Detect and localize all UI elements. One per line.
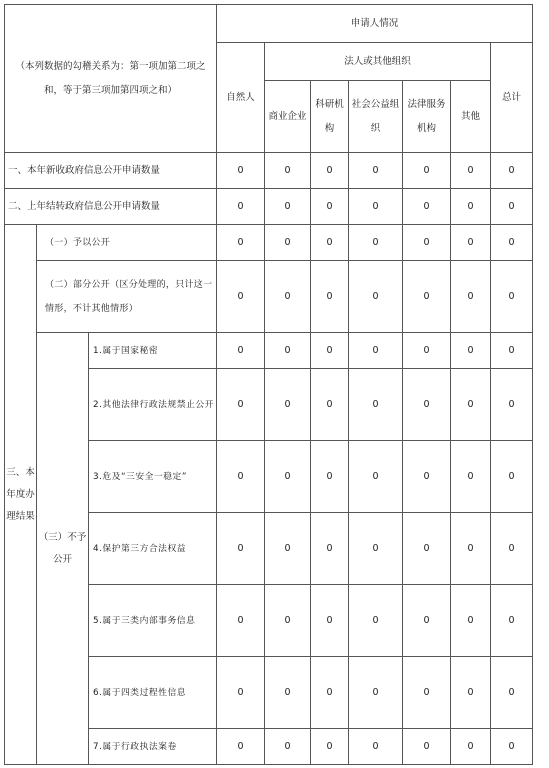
- cell-value: 0: [311, 513, 349, 585]
- applicant-info-header: 申请人情况: [217, 5, 533, 43]
- cell-value: 0: [491, 369, 533, 441]
- cell-value: 0: [451, 729, 491, 765]
- cell-value: 0: [265, 189, 311, 225]
- table-note: （本列数据的勾稽关系为：第一项加第二项之和，等于第三项加第四项之和）: [5, 5, 217, 153]
- row-label: 5.属于三类内部事务信息: [89, 585, 217, 657]
- row-label: 3.危及“三安全一稳定”: [89, 441, 217, 513]
- row-label: 二、上年结转政府信息公开申请数量: [5, 189, 217, 225]
- cell-value: 0: [217, 189, 265, 225]
- cell-value: 0: [217, 657, 265, 729]
- cell-value: 0: [311, 189, 349, 225]
- row-label: 1.属于国家秘密: [89, 333, 217, 369]
- cell-value: 0: [265, 585, 311, 657]
- cell-value: 0: [403, 585, 451, 657]
- cell-value: 0: [217, 369, 265, 441]
- cell-value: 0: [451, 441, 491, 513]
- cell-value: 0: [265, 657, 311, 729]
- cell-value: 0: [451, 189, 491, 225]
- cell-value: 0: [217, 225, 265, 261]
- cell-value: 0: [349, 189, 403, 225]
- cell-value: 0: [451, 261, 491, 333]
- other-header: 其他: [451, 81, 491, 153]
- table-row: [5, 261, 533, 333]
- cell-value: 0: [265, 513, 311, 585]
- cell-value: 0: [265, 225, 311, 261]
- table-row: [5, 225, 533, 261]
- cell-value: 0: [451, 153, 491, 189]
- cell-value: 0: [403, 261, 451, 333]
- legal-service-header: 法律服务机构: [403, 81, 451, 153]
- cell-value: 0: [311, 369, 349, 441]
- cell-value: 0: [451, 333, 491, 369]
- cell-value: 0: [349, 225, 403, 261]
- cell-value: 0: [491, 189, 533, 225]
- cell-value: 0: [403, 657, 451, 729]
- cell-value: 0: [311, 441, 349, 513]
- commercial-header: 商业企业: [265, 81, 311, 153]
- social-welfare-header: 社会公益组织: [349, 81, 403, 153]
- cell-value: 0: [451, 225, 491, 261]
- cell-value: 0: [311, 657, 349, 729]
- cell-value: 0: [311, 333, 349, 369]
- cell-value: 0: [451, 657, 491, 729]
- table-row: [5, 333, 533, 369]
- cell-value: 0: [265, 153, 311, 189]
- cell-value: 0: [491, 729, 533, 765]
- table-row: [5, 153, 533, 189]
- natural-person-header: 自然人: [217, 43, 265, 153]
- cell-value: 0: [265, 729, 311, 765]
- cell-value: 0: [311, 585, 349, 657]
- cell-value: 0: [349, 585, 403, 657]
- cell-value: 0: [349, 369, 403, 441]
- cell-value: 0: [491, 513, 533, 585]
- cell-value: 0: [403, 369, 451, 441]
- cell-value: 0: [403, 225, 451, 261]
- row-label: （二）部分公开（区分处理的，只计这一情形，不计其他情形）: [37, 261, 217, 333]
- cell-value: 0: [349, 729, 403, 765]
- cell-value: 0: [349, 153, 403, 189]
- cell-value: 0: [311, 225, 349, 261]
- cell-value: 0: [217, 513, 265, 585]
- row-label: 2.其他法律行政法规禁止公开: [89, 369, 217, 441]
- info-disclosure-table: [4, 4, 533, 765]
- row-label: 4.保护第三方合法权益: [89, 513, 217, 585]
- cell-value: 0: [403, 153, 451, 189]
- cell-value: 0: [491, 657, 533, 729]
- cell-value: 0: [217, 333, 265, 369]
- cell-value: 0: [491, 225, 533, 261]
- cell-value: 0: [265, 369, 311, 441]
- row-label: 一、本年新收政府信息公开申请数量: [5, 153, 217, 189]
- cell-value: 0: [491, 333, 533, 369]
- cell-value: 0: [311, 261, 349, 333]
- cell-value: 0: [451, 369, 491, 441]
- cell-value: 0: [491, 261, 533, 333]
- cell-value: 0: [491, 585, 533, 657]
- cell-value: 0: [403, 333, 451, 369]
- cell-value: 0: [349, 513, 403, 585]
- cell-value: 0: [265, 441, 311, 513]
- row-label: （一）予以公开: [37, 225, 217, 261]
- cell-value: 0: [217, 729, 265, 765]
- cell-value: 0: [265, 333, 311, 369]
- cell-value: 0: [403, 729, 451, 765]
- row-label: 6.属于四类过程性信息: [89, 657, 217, 729]
- cell-value: 0: [403, 513, 451, 585]
- cell-value: 0: [217, 153, 265, 189]
- cell-value: 0: [403, 441, 451, 513]
- table-row: [5, 189, 533, 225]
- cell-value: 0: [217, 261, 265, 333]
- cell-value: 0: [349, 657, 403, 729]
- cell-value: 0: [217, 441, 265, 513]
- cell-value: 0: [311, 153, 349, 189]
- research-header: 科研机构: [311, 81, 349, 153]
- cell-value: 0: [491, 153, 533, 189]
- cell-value: 0: [451, 513, 491, 585]
- not-disclosed-group-label: （三）不予公开: [37, 333, 89, 765]
- cell-value: 0: [217, 585, 265, 657]
- legal-org-header: 法人或其他组织: [265, 43, 491, 81]
- row-label: 7.属于行政执法案卷: [89, 729, 217, 765]
- cell-value: 0: [349, 333, 403, 369]
- cell-value: 0: [349, 261, 403, 333]
- cell-value: 0: [349, 441, 403, 513]
- total-header: 总计: [491, 43, 533, 153]
- cell-value: 0: [403, 189, 451, 225]
- cell-value: 0: [265, 261, 311, 333]
- cell-value: 0: [311, 729, 349, 765]
- cell-value: 0: [451, 585, 491, 657]
- cell-value: 0: [491, 441, 533, 513]
- section3-label: 三、本年度办理结果: [5, 225, 37, 765]
